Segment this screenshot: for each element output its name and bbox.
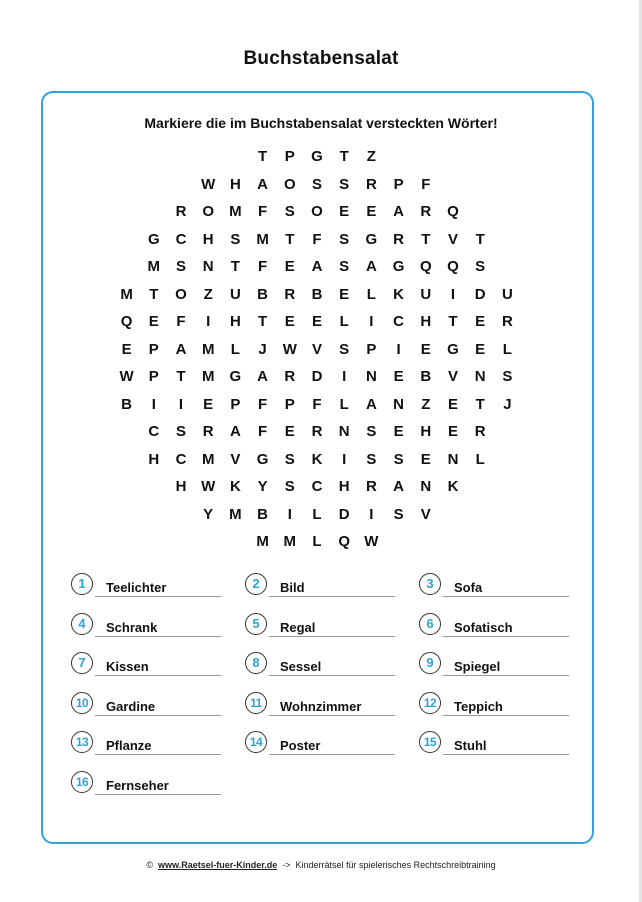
grid-letter[interactable]: P	[366, 340, 377, 358]
grid-letter[interactable]: W	[201, 175, 216, 193]
grid-letter[interactable]: T	[176, 368, 186, 385]
grid-letter[interactable]: C	[311, 478, 323, 495]
word-label: Spiegel	[454, 659, 501, 675]
grid-letter[interactable]: S	[311, 175, 322, 193]
grid-letter[interactable]: Y	[203, 505, 214, 523]
grid-letter[interactable]: M	[120, 285, 133, 303]
grid-letter[interactable]: M	[147, 258, 161, 275]
grid-letter[interactable]: T	[149, 285, 159, 303]
grid-letter[interactable]: N	[447, 450, 459, 468]
grid-row	[0, 202, 642, 222]
grid-letter[interactable]: G	[365, 230, 378, 248]
grid-letter[interactable]: R	[284, 285, 296, 303]
grid-letter[interactable]: O	[311, 203, 323, 220]
footer-arrow: ->	[282, 860, 291, 870]
grid-letter[interactable]: P	[230, 395, 241, 413]
word-number-badge: 11	[245, 692, 267, 714]
grid-letter[interactable]: T	[421, 230, 431, 248]
grid-letter[interactable]: L	[339, 313, 349, 330]
grid-letter[interactable]: D	[338, 505, 350, 523]
grid-letter[interactable]: L	[502, 340, 512, 358]
grid-letter[interactable]: S	[175, 258, 186, 275]
grid-letter[interactable]: F	[258, 423, 268, 440]
grid-letter[interactable]: G	[392, 258, 405, 275]
grid-letter[interactable]: G	[447, 340, 459, 358]
word-label: Sessel	[280, 659, 322, 675]
grid-letter[interactable]: A	[365, 258, 377, 275]
grid-row	[0, 147, 642, 167]
grid-letter[interactable]: H	[229, 313, 241, 330]
grid-letter[interactable]: H	[338, 478, 350, 495]
grid-row	[0, 257, 642, 277]
grid-letter[interactable]: A	[311, 258, 323, 275]
answer-line	[269, 596, 395, 597]
instruction-text: Markiere die im Buchstabensalat versteckten Wörter!	[144, 115, 498, 131]
grid-letter[interactable]: L	[312, 533, 322, 550]
grid-letter[interactable]: K	[311, 450, 323, 468]
grid-letter[interactable]: E	[148, 313, 159, 330]
grid-letter[interactable]: C	[393, 313, 405, 330]
grid-letter[interactable]: M	[229, 203, 242, 220]
grid-letter[interactable]: T	[230, 258, 240, 275]
grid-letter[interactable]: B	[121, 395, 133, 413]
grid-letter[interactable]: R	[311, 423, 323, 440]
grid-letter[interactable]: N	[420, 478, 432, 495]
word-item	[71, 692, 223, 724]
grid-row	[0, 422, 642, 442]
grid-letter[interactable]: G	[147, 230, 160, 248]
grid-letter[interactable]: F	[258, 258, 268, 275]
grid-letter[interactable]: M	[201, 368, 215, 385]
grid-letter[interactable]: Q	[338, 533, 351, 550]
answer-line	[95, 754, 221, 755]
word-label: Stuhl	[454, 738, 487, 754]
answer-line	[95, 636, 221, 637]
grid-letter[interactable]: E	[284, 258, 295, 275]
word-number-badge: 5	[245, 613, 267, 635]
word-number-badge: 14	[245, 731, 267, 753]
grid-letter[interactable]: F	[176, 313, 186, 330]
grid-letter[interactable]: H	[420, 313, 432, 330]
answer-line	[269, 715, 395, 716]
grid-letter[interactable]: I	[342, 450, 347, 468]
word-item	[245, 613, 397, 645]
word-label: Teppich	[454, 698, 503, 714]
grid-letter[interactable]: H	[148, 450, 160, 468]
grid-letter[interactable]: E	[393, 368, 404, 385]
grid-letter[interactable]: W	[282, 340, 297, 358]
footer-link[interactable]: www.Raetsel-fuer-Kinder.de	[158, 860, 278, 870]
grid-letter[interactable]: E	[393, 423, 404, 440]
grid-letter[interactable]: E	[284, 423, 295, 440]
grid-letter[interactable]: B	[257, 285, 269, 303]
word-item	[71, 771, 223, 803]
grid-letter[interactable]: I	[369, 505, 374, 523]
grid-letter[interactable]: M	[256, 533, 269, 550]
grid-letter[interactable]: A	[229, 423, 241, 440]
grid-letter[interactable]: R	[365, 478, 377, 495]
grid-letter[interactable]: I	[396, 340, 401, 358]
grid-letter[interactable]: H	[202, 230, 214, 248]
grid-letter[interactable]: R	[175, 203, 187, 220]
word-number-badge: 9	[419, 652, 441, 674]
grid-letter[interactable]: E	[339, 285, 350, 303]
grid-letter[interactable]: N	[393, 395, 405, 413]
grid-letter[interactable]: B	[257, 505, 269, 523]
answer-line	[95, 675, 221, 676]
word-label: Kissen	[106, 659, 149, 675]
word-item	[419, 573, 571, 605]
grid-letter[interactable]: C	[148, 423, 160, 440]
grid-letter[interactable]: H	[175, 478, 187, 495]
grid-letter[interactable]: U	[420, 285, 432, 303]
page-title: Buchstabensalat	[243, 48, 399, 69]
grid-letter[interactable]: O	[202, 203, 215, 220]
word-item	[245, 731, 397, 763]
word-label: Poster	[280, 738, 321, 754]
grid-letter[interactable]: S	[230, 230, 241, 248]
grid-letter[interactable]: E	[420, 450, 431, 468]
grid-letter[interactable]: Q	[447, 258, 459, 275]
grid-row	[0, 175, 642, 195]
grid-letter[interactable]: V	[230, 450, 241, 468]
word-label: Sofa	[454, 580, 483, 595]
grid-letter[interactable]: E	[203, 395, 214, 413]
grid-letter[interactable]: E	[447, 423, 458, 440]
grid-letter[interactable]: U	[229, 285, 241, 303]
grid-letter[interactable]: F	[312, 230, 322, 248]
grid-letter[interactable]: T	[339, 148, 349, 165]
grid-letter[interactable]: E	[447, 395, 458, 413]
word-number-badge: 10	[71, 692, 93, 714]
grid-letter[interactable]: G	[229, 368, 242, 385]
grid-letter[interactable]: W	[364, 533, 379, 550]
grid-letter[interactable]: Q	[419, 258, 432, 275]
grid-row	[0, 505, 642, 525]
grid-letter[interactable]: E	[284, 313, 295, 330]
grid-letter[interactable]: I	[206, 313, 211, 330]
word-item	[419, 731, 571, 763]
word-number-badge: 16	[71, 771, 93, 793]
grid-letter[interactable]: Q	[447, 203, 459, 220]
word-label: Regal	[280, 619, 316, 635]
grid-letter[interactable]: W	[201, 478, 216, 495]
grid-letter[interactable]: K	[229, 478, 241, 495]
grid-letter[interactable]: H	[229, 175, 241, 193]
grid-row	[0, 532, 642, 552]
grid-letter[interactable]: U	[501, 285, 513, 303]
grid-letter[interactable]: S	[284, 478, 295, 495]
grid-letter[interactable]: Z	[203, 285, 213, 303]
grid-letter[interactable]: B	[420, 368, 432, 385]
grid-letter[interactable]: P	[393, 175, 404, 193]
answer-line	[443, 715, 569, 716]
answer-line	[95, 596, 221, 597]
word-label: Gardine	[106, 698, 156, 714]
word-number-badge: 6	[419, 613, 441, 635]
grid-letter[interactable]: I	[369, 313, 374, 330]
grid-letter[interactable]: Y	[257, 478, 268, 495]
word-number-badge: 13	[71, 731, 93, 753]
word-label: Fernseher	[106, 778, 169, 793]
grid-letter[interactable]: M	[201, 340, 215, 358]
grid-row	[0, 312, 642, 332]
grid-letter[interactable]: R	[501, 313, 513, 330]
grid-letter[interactable]: Z	[366, 148, 376, 165]
answer-line	[443, 636, 569, 637]
grid-letter[interactable]: G	[311, 148, 323, 165]
grid-letter[interactable]: F	[312, 395, 322, 413]
grid-letter[interactable]: C	[175, 450, 187, 468]
grid-letter[interactable]: F	[258, 395, 268, 413]
grid-letter[interactable]: P	[148, 368, 159, 385]
grid-letter[interactable]: I	[151, 395, 156, 413]
word-label: Teelichter	[106, 580, 167, 595]
grid-letter[interactable]: L	[230, 340, 240, 358]
grid-letter[interactable]: M	[283, 533, 297, 550]
copyright-symbol: ©	[146, 860, 154, 870]
grid-letter[interactable]: H	[420, 423, 432, 440]
grid-row	[0, 230, 642, 250]
word-item	[71, 652, 223, 684]
grid-letter[interactable]: S	[475, 258, 486, 275]
grid-letter[interactable]: Z	[421, 395, 431, 413]
word-number-badge: 7	[71, 652, 93, 674]
grid-row	[0, 285, 642, 305]
grid-letter[interactable]: B	[311, 285, 323, 303]
word-item	[245, 573, 397, 605]
grid-letter[interactable]: D	[311, 368, 323, 385]
grid-letter[interactable]: T	[475, 230, 485, 248]
grid-letter[interactable]: P	[148, 340, 159, 358]
word-item	[419, 652, 571, 684]
grid-letter[interactable]: T	[258, 313, 268, 330]
grid-letter[interactable]: E	[366, 203, 377, 220]
grid-letter[interactable]: S	[339, 175, 350, 193]
grid-letter[interactable]: O	[175, 285, 187, 303]
grid-letter[interactable]: S	[366, 450, 377, 468]
word-number-badge: 2	[245, 573, 267, 595]
word-number-badge: 12	[419, 692, 441, 714]
grid-letter[interactable]: I	[287, 505, 292, 523]
word-label: Wohnzimmer	[280, 698, 362, 714]
grid-letter[interactable]: A	[365, 395, 377, 413]
grid-letter[interactable]: V	[447, 230, 458, 248]
grid-letter[interactable]: N	[474, 368, 486, 385]
word-number-badge: 15	[419, 731, 441, 753]
grid-letter[interactable]: Q	[120, 313, 133, 330]
answer-line	[269, 675, 395, 676]
grid-letter[interactable]: R	[420, 203, 432, 220]
word-number-badge: 3	[419, 573, 441, 595]
answer-line	[443, 754, 569, 755]
word-item	[419, 613, 571, 645]
word-number-badge: 4	[71, 613, 93, 635]
grid-letter[interactable]: F	[258, 203, 268, 220]
grid-letter[interactable]: I	[342, 368, 347, 385]
grid-letter[interactable]: L	[312, 505, 322, 523]
grid-letter[interactable]: A	[257, 368, 269, 385]
grid-row	[0, 395, 642, 415]
word-item	[71, 613, 223, 645]
grid-letter[interactable]: S	[393, 450, 404, 468]
grid-letter[interactable]: J	[258, 340, 267, 358]
grid-letter[interactable]: S	[284, 450, 295, 468]
grid-letter[interactable]: F	[421, 175, 431, 193]
grid-letter[interactable]: R	[393, 230, 405, 248]
grid-letter[interactable]: K	[447, 478, 459, 495]
grid-letter[interactable]: L	[366, 285, 376, 303]
word-item	[71, 731, 223, 763]
grid-letter[interactable]: K	[393, 285, 405, 303]
grid-letter[interactable]: S	[339, 258, 350, 275]
grid-letter[interactable]: L	[339, 395, 349, 413]
grid-letter[interactable]: V	[311, 340, 322, 358]
word-label: Schrank	[106, 619, 158, 635]
grid-letter[interactable]: S	[366, 423, 377, 440]
grid-letter[interactable]: M	[256, 230, 269, 248]
grid-letter[interactable]: M	[201, 450, 215, 468]
grid-letter[interactable]: S	[339, 340, 350, 358]
grid-letter[interactable]: P	[284, 148, 295, 165]
grid-letter[interactable]: S	[284, 203, 295, 220]
grid-letter[interactable]: S	[393, 505, 404, 523]
word-item	[245, 692, 397, 724]
word-number-badge: 8	[245, 652, 267, 674]
grid-letter[interactable]: D	[474, 285, 486, 303]
grid-letter[interactable]: A	[393, 478, 405, 495]
grid-letter[interactable]: E	[420, 340, 431, 358]
grid-letter[interactable]: S	[339, 230, 350, 248]
grid-letter[interactable]: E	[475, 313, 486, 330]
grid-letter[interactable]: A	[175, 340, 187, 358]
grid-letter[interactable]: T	[285, 230, 295, 248]
grid-letter[interactable]: R	[202, 423, 214, 440]
grid-letter[interactable]: O	[283, 175, 296, 193]
grid-letter[interactable]: V	[447, 368, 458, 385]
grid-letter[interactable]: T	[475, 395, 485, 413]
answer-line	[269, 754, 395, 755]
grid-letter[interactable]: A	[257, 175, 269, 193]
grid-row	[0, 340, 642, 360]
grid-letter[interactable]: T	[448, 313, 458, 330]
word-label: Sofatisch	[454, 619, 513, 635]
grid-letter[interactable]: N	[202, 258, 214, 275]
grid-letter[interactable]: R	[284, 368, 296, 385]
grid-letter[interactable]: N	[338, 423, 350, 440]
footer-tagline: Kinderrätsel für spielerisches Rechtschreibtraining	[295, 860, 496, 870]
grid-letter[interactable]: E	[121, 340, 132, 358]
grid-letter[interactable]: I	[450, 285, 456, 303]
word-item	[71, 573, 223, 605]
grid-letter[interactable]: I	[178, 395, 184, 413]
grid-row	[0, 450, 642, 470]
word-item	[419, 692, 571, 724]
grid-letter[interactable]: G	[256, 450, 269, 468]
answer-line	[443, 596, 569, 597]
grid-letter[interactable]: S	[175, 423, 186, 440]
grid-letter[interactable]: R	[365, 175, 377, 193]
footer	[0, 860, 642, 870]
grid-letter[interactable]: R	[474, 423, 486, 440]
grid-letter[interactable]: V	[420, 505, 431, 523]
grid-letter[interactable]: L	[475, 450, 485, 468]
grid-letter[interactable]: P	[284, 395, 295, 413]
answer-line	[443, 675, 569, 676]
grid-letter[interactable]: W	[119, 368, 134, 385]
grid-row	[0, 367, 642, 387]
word-label: Pflanze	[106, 738, 152, 754]
word-number-badge: 1	[71, 573, 93, 595]
grid-letter[interactable]: E	[475, 340, 486, 358]
grid-letter[interactable]: E	[311, 313, 322, 330]
grid-letter[interactable]: E	[339, 203, 350, 220]
grid-letter[interactable]: T	[258, 148, 268, 165]
grid-letter[interactable]: M	[229, 505, 242, 523]
answer-line	[95, 715, 221, 716]
grid-letter[interactable]: A	[393, 203, 405, 220]
answer-line	[269, 636, 395, 637]
word-item	[245, 652, 397, 684]
grid-letter[interactable]: J	[503, 395, 512, 413]
answer-line	[95, 794, 221, 795]
word-label: Bild	[280, 580, 305, 595]
grid-letter[interactable]: N	[365, 368, 377, 385]
grid-letter[interactable]: S	[502, 368, 513, 385]
grid-letter[interactable]: C	[175, 230, 187, 248]
grid-row	[0, 477, 642, 497]
